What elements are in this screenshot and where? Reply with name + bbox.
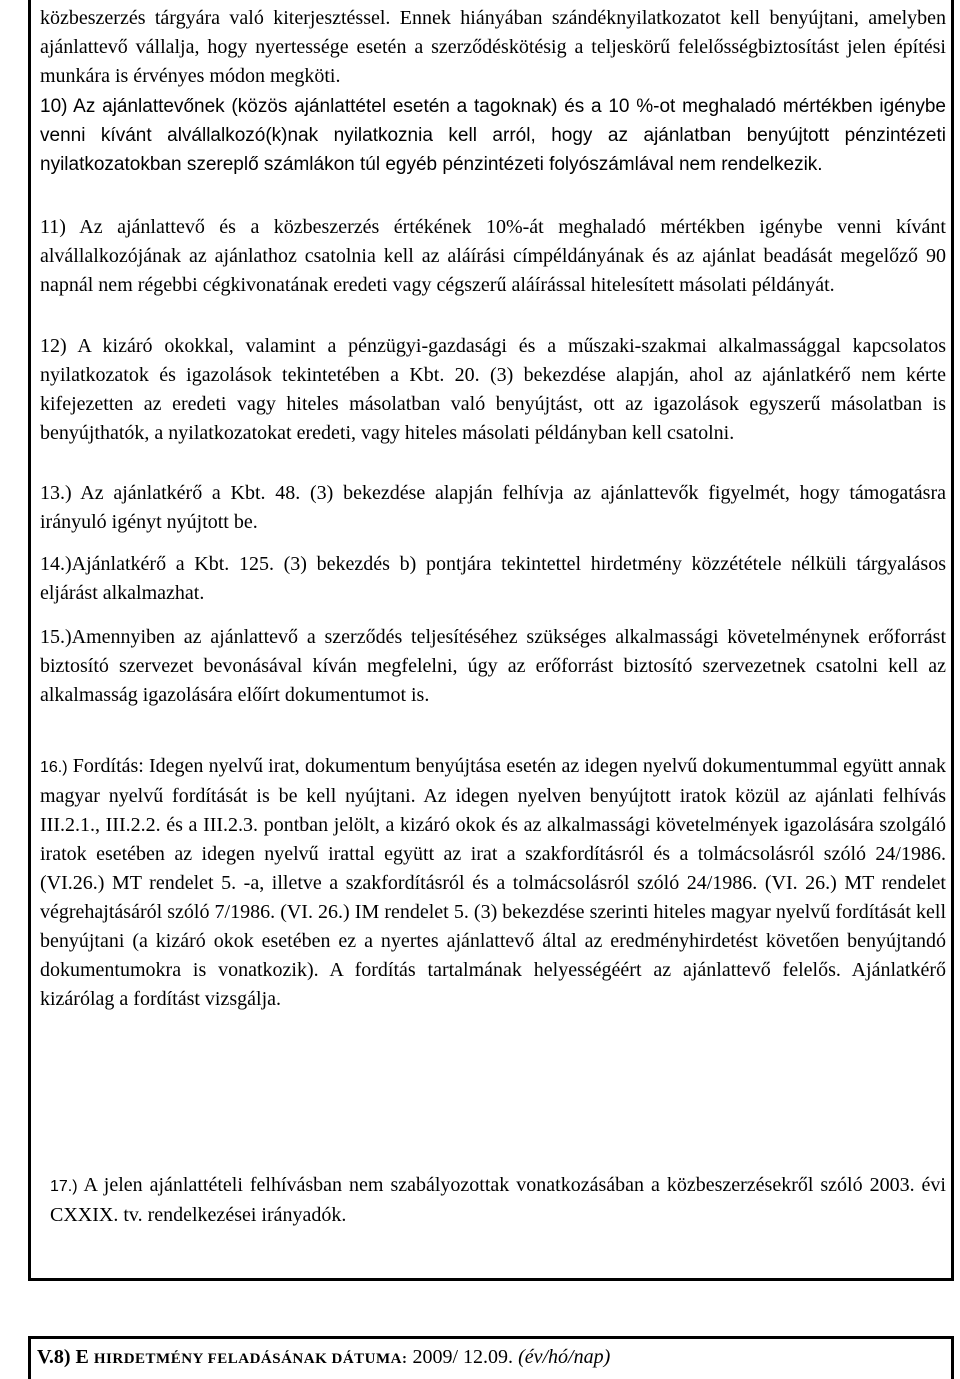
paragraph-17 <box>50 1171 946 1230</box>
paragraph-17-text: A jelen ajánlattételi felhívásban nem szabályozottak vonatkozásában a közbeszerzésekről szóló 2003. évi CXXIX. tv. rendelkezései irányadók. <box>50 1174 946 1226</box>
paragraph-10: 10) Az ajánlattevőnek (közös ajánlattétel esetén a tagoknak) és a 10 %-ot meghaladó mértékben igénybe venni kívánt alvállalkozó(k)nak nyilatkoznia kell arról, hogy az ajánlatban benyújtott pénzintézeti nyilatkozatokban szereplő számlákon túl egyéb pénzintézeti folyószámlával nem rendelkezik. <box>40 96 946 175</box>
paragraph-14: 14.)Ajánlatkérő a Kbt. 125. (3) bekezdés b) pontjára tekintettel hirdetmény közzététele nélküli tárgyalásos eljárást alkalmazhat. <box>40 553 946 604</box>
paragraph-16 <box>40 752 946 1014</box>
dispatch-date: 2009/ 12.09. <box>412 1346 514 1368</box>
paragraph-11: 11) Az ajánlattevő és a közbeszerzés értékének 10%-át meghaladó mértékben igénybe venni kívánt alvállalkozójának az ajánlathoz csatolnia kell az aláírási címpéldányának és az ajánlat beadását megelőző 90 napnál nem régebbi cégkivonatának eredeti vagy cégszerű aláírással hitelesített másolati példányát. <box>40 216 946 296</box>
paragraph-17-number: 17.) <box>50 1178 78 1195</box>
dispatch-date-section <box>28 1336 954 1379</box>
paragraph-16-text: Fordítás: Idegen nyelvű irat, dokumentum benyújtása esetén az idegen nyelvű dokumentummal együtt annak magyar nyelvű fordítását is be kell nyújtani. Az idegen nyelven benyújtott iratok közül az ajánlati felhívás III.2.1., III.2.2. és a III.2.3. pontban jelölt, a kizáró okok és az alkalmassági követelmények igazolására szolgáló iratok esetében az idegen nyelvű irattal együtt az irat a szakfordításról és a tolmácsolásról szóló 24/1986. (VI.26.) MT rendelet 5. -a, illetve a szakfordításról és a tolmácsolásról szóló 24/1986. (VI. 26.) MT rendelet végrehajtásáról szóló 7/1986. (VI. 26.) IM rendelet 5. (3) bekezdése szerinti hiteles magyar nyelvű fordítását kell benyújtani (a kizáró okok esetében ez a nyertes ajánlattevő által az eredményhirdetést követően benyújtandó dokumentumokra is vonatkozik). A fordítás tartalmának helyességéért az ajánlattevő felelős. Ajánlatkérő kizárólag a fordítást vizsgálja. <box>40 755 947 1010</box>
dispatch-date-line <box>37 1346 610 1369</box>
date-format: (év/hó/nap) <box>518 1346 611 1368</box>
paragraph-16-number: 16.) <box>40 759 68 776</box>
paragraph-15: 15.)Amennyiben az ajánlattevő a szerződés teljesítéséhez szükséges alkalmassági követelménynek erőforrást biztosító szervezet bevonásával kíván megfelelni, úgy az erőforrást biztosító szervezetnek csatolni kell az alkalmasság igazolására előírt dokumentumot is. <box>40 626 946 706</box>
paragraph-13: 13.) Az ajánlatkérő a Kbt. 48. (3) bekezdése alapján felhívja az ajánlattevők figyelmét, hogy támogatásra irányuló igényt nyújtott be. <box>40 482 946 533</box>
paragraph-intro: közbeszerzés tárgyára való kiterjesztéssel. Ennek hiányában szándéknyilatkozatot kell benyújtani, amelyben ajánlattevő vállalja, hogy nyertessége esetén a szerződéskötésig a teljeskörű felelősségbiztosítást jelen építési munkára is érvényes módon megköti. <box>40 7 946 87</box>
section-label: HIRDETMÉNY FELADÁSÁNAK DÁTUMA: <box>93 1351 408 1367</box>
paragraph-12: 12) A kizáró okokkal, valamint a pénzügyi-gazdasági és a műszaki-szakmai alkalmassággal kapcsolatos nyilatkozatok és igazolások tekintetében a Kbt. 20. (3) bekezdése alapján, ahol az ajánlatkérő nem kérte kifejezetten az eredeti vagy hiteles másolatban való benyújtást, ott az igazolások egyszerű másolatban is benyújthatók, a nyilatkozatokat eredeti, vagy hiteles másolati példányban kell csatolni. <box>40 335 946 444</box>
section-code: V.8) E <box>37 1346 89 1368</box>
